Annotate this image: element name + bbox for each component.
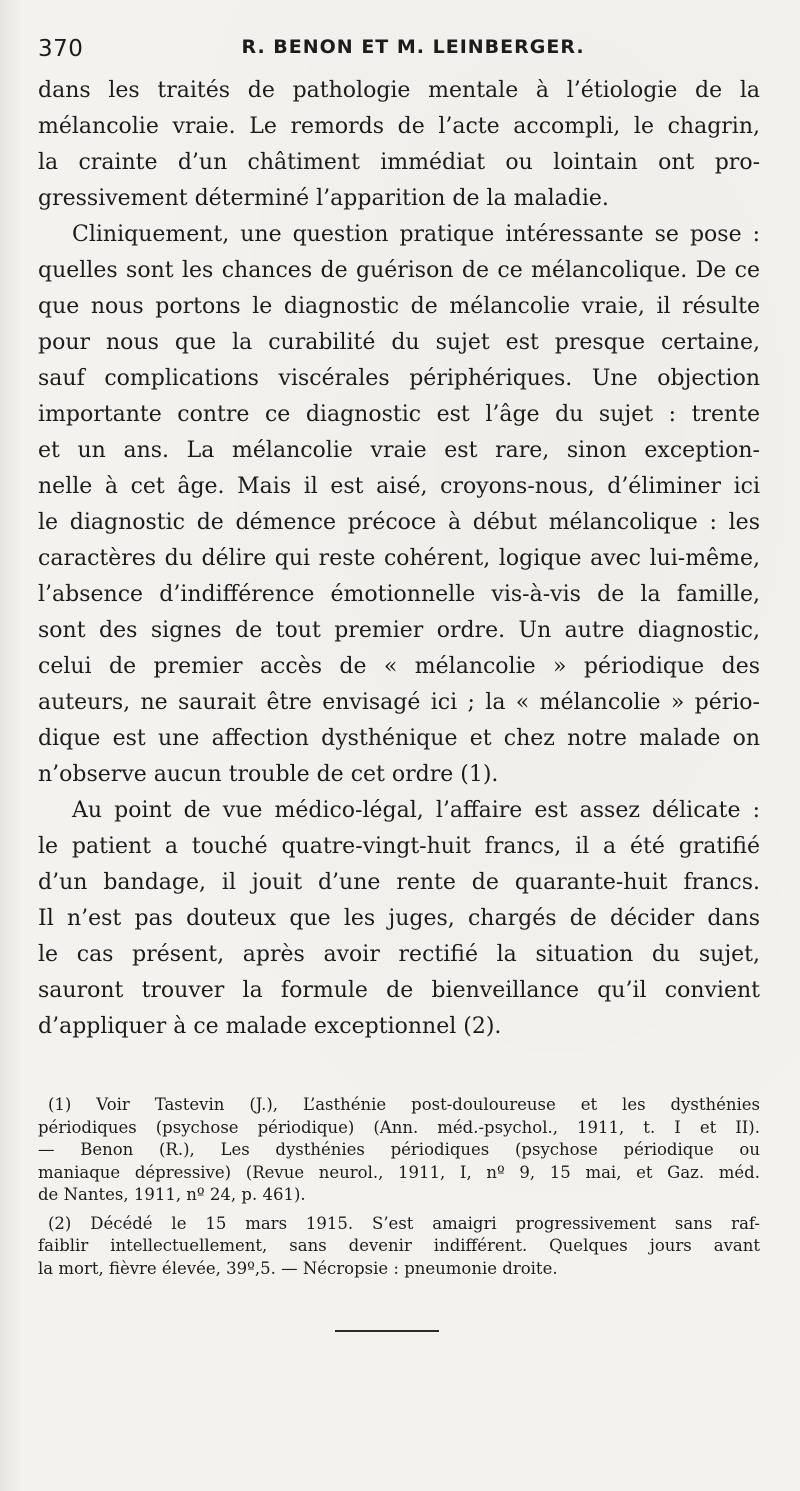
body-line: nelle à cet âge. Mais il est aisé, croyons-nous, d’éliminer ici <box>38 474 760 499</box>
body-line: d’un bandage, il jouit d’une rente de quarante-huit francs. <box>38 870 760 895</box>
body-line: la crainte d’un châtiment immédiat ou lointain ont pro- <box>38 150 760 175</box>
body-line: le diagnostic de démence précoce à début mélancolique : les <box>38 510 760 535</box>
body-line: Au point de vue médico-légal, l’affaire est assez délicate : <box>72 798 760 823</box>
body-line: Il n’est pas douteux que les juges, chargés de décider dans <box>38 906 760 931</box>
footnote-line: — Benon (R.), Les dysthénies périodiques (psychose périodique ou <box>38 1140 760 1159</box>
page-header <box>38 36 758 68</box>
page-number: 370 <box>38 36 84 62</box>
body-line: mélancolie vraie. Le remords de l’acte accompli, le chagrin, <box>38 114 760 139</box>
body-line: dans les traités de pathologie mentale à l’étiologie de la <box>38 78 760 103</box>
footnote-line: maniaque dépressive) (Revue neurol., 1911, I, nº 9, 15 mai, et Gaz. méd. <box>38 1162 760 1182</box>
footnote-2 <box>38 1213 760 1281</box>
footnote-line: faiblir intellectuellement, sans devenir indifférent. Quelques jours avant <box>38 1236 760 1255</box>
body-line: quelles sont les chances de guérison de ce mélancolique. De ce <box>38 258 760 283</box>
body-line: que nous portons le diagnostic de mélancolie vraie, il résulte <box>38 294 760 319</box>
footnote-line: (2) Décédé le 15 mars 1915. S’est amaigri progressivement sans raf- <box>48 1213 760 1233</box>
footnote-line: la mort, fièvre élevée, 39º,5. — Nécropsie : pneumonie droite. <box>38 1258 558 1278</box>
body-line: gressivement déterminé l’apparition de la maladie. <box>38 186 609 211</box>
body-line: importante contre ce diagnostic est l’âge du sujet : trente <box>38 402 760 427</box>
end-rule <box>335 1330 439 1332</box>
body-line: d’appliquer à ce malade exceptionnel (2). <box>38 1014 502 1039</box>
body-line: n’observe aucun trouble de cet ordre (1). <box>38 762 499 787</box>
body-line: celui de premier accès de « mélancolie » périodique des <box>38 654 760 679</box>
body-line: caractères du délire qui reste cohérent, logique avec lui-même, <box>38 546 760 571</box>
body-line: l’absence d’indifférence émotionnelle vis-à-vis de la famille, <box>38 582 760 607</box>
footnote-line: de Nantes, 1911, nº 24, p. 461). <box>38 1185 306 1204</box>
body-line: dique est une affection dysthénique et chez notre malade on <box>38 726 760 751</box>
body-line: le patient a touché quatre-vingt-huit francs, il a été gratifié <box>38 834 760 859</box>
body-line: Cliniquement, une question pratique intéressante se pose : <box>72 222 760 247</box>
footnote-line: (1) Voir Tastevin (J.), L’asthénie post-douloureuse et les dysthénies <box>48 1095 760 1114</box>
body-line: auteurs, ne saurait être envisagé ici ; la « mélancolie » pério- <box>38 690 760 715</box>
footnote-line: périodiques (psychose périodique) (Ann. méd.-psychol., 1911, t. I et II). <box>38 1117 760 1137</box>
footnotes <box>38 1094 760 1280</box>
footnote-1 <box>38 1094 760 1207</box>
body-line: sont des signes de tout premier ordre. Un autre diagnostic, <box>38 618 760 643</box>
body-line: sauront trouver la formule de bienveillance qu’il convient <box>38 978 760 1003</box>
running-head: R. BENON ET M. LEINBERGER. <box>241 36 585 58</box>
body-line: et un ans. La mélancolie vraie est rare, sinon exception- <box>38 438 760 463</box>
body-line: pour nous que la curabilité du sujet est presque certaine, <box>38 330 760 355</box>
body-line: le cas présent, après avoir rectifié la situation du sujet, <box>38 942 760 967</box>
body-text <box>38 73 760 1045</box>
body-line: sauf complications viscérales périphériques. Une objection <box>38 366 760 391</box>
